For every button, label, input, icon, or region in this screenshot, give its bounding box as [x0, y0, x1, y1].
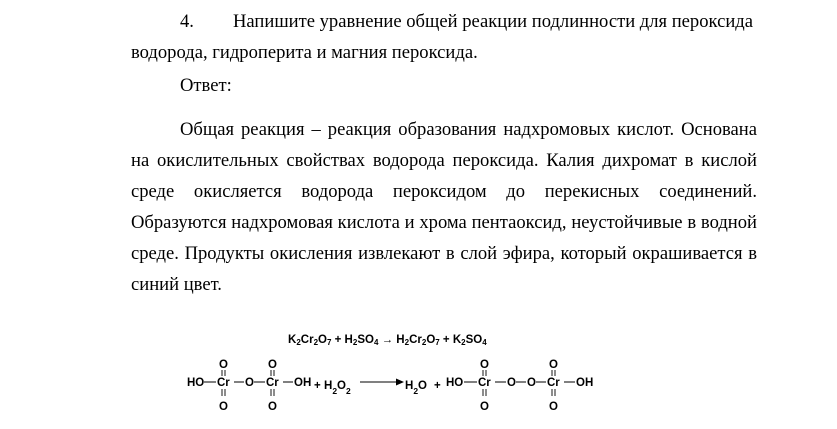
reactant-cr-2: Cr: [266, 377, 279, 389]
product-oxo-bottom-1: O: [480, 401, 489, 413]
paragraph-line-5: среде. Продукты окисления извлекают в слой эфира, который окрашивается в: [131, 243, 757, 264]
product-oxo-top-1: O: [480, 359, 489, 371]
reagent-h2o2: $H_2O_2$: [324, 380, 351, 396]
reactant-oh: OH: [294, 377, 312, 389]
answer-label: Ответ:: [180, 75, 232, 96]
task-text-line-1: Напишите уравнение общей реакции подлинности для пероксида: [233, 11, 754, 32]
paragraph-line-4: Образуются надхромовая кислота и хрома пентаоксид, неустойчивые в водной: [131, 212, 757, 233]
reactant-oxo-bottom-2: O: [268, 401, 277, 413]
task-number: 4.: [180, 11, 194, 32]
reactant-oxo-top-2: O: [268, 359, 277, 371]
reactant-o-bridge: O: [245, 377, 254, 389]
reaction-arrow: [360, 379, 404, 386]
plus-sign-1: +: [314, 380, 321, 392]
paragraph-line-1: Общая реакция – реакция образования надхромовых кислот. Основана: [180, 119, 757, 140]
reactant-cr-1: Cr: [217, 377, 230, 389]
reactant-oxo-bottom-1: O: [219, 401, 228, 413]
product-ho: HO: [446, 377, 464, 389]
peroxochromic-reaction-scheme: [0, 350, 837, 429]
product-peroxochromic-acid: [446, 359, 593, 413]
product-oxo-top-2: O: [549, 359, 558, 371]
reactant-dichromic-acid: [187, 359, 311, 413]
product-o-bridge-1: O: [507, 377, 516, 389]
product-water: $H_2O$: [405, 380, 427, 396]
product-oh: OH: [576, 377, 594, 389]
reactant-oxo-top-1: O: [219, 359, 228, 371]
paragraph-line-2: на окислительных свойствах водорода пероксида. Калия дихромат в кислой: [131, 150, 757, 171]
product-cr-2: Cr: [547, 377, 560, 389]
task-text-line-2: водорода, гидроперита и магния пероксида.: [131, 42, 478, 63]
equation-dichromate: $K_2Cr_2O_7 + H_2SO_4 \to H_2Cr_2O_7 + K_2SO_4$: [288, 334, 487, 347]
product-oxo-bottom-2: O: [549, 401, 558, 413]
paragraph-line-3: среде окисляется водорода пероксидом до перекисных соединений.: [131, 181, 757, 202]
product-cr-1: Cr: [478, 377, 491, 389]
reactant-ho: HO: [187, 377, 205, 389]
plus-sign-2: +: [434, 380, 441, 392]
paragraph-line-6: синий цвет.: [131, 274, 222, 295]
product-o-bridge-2: O: [527, 377, 536, 389]
